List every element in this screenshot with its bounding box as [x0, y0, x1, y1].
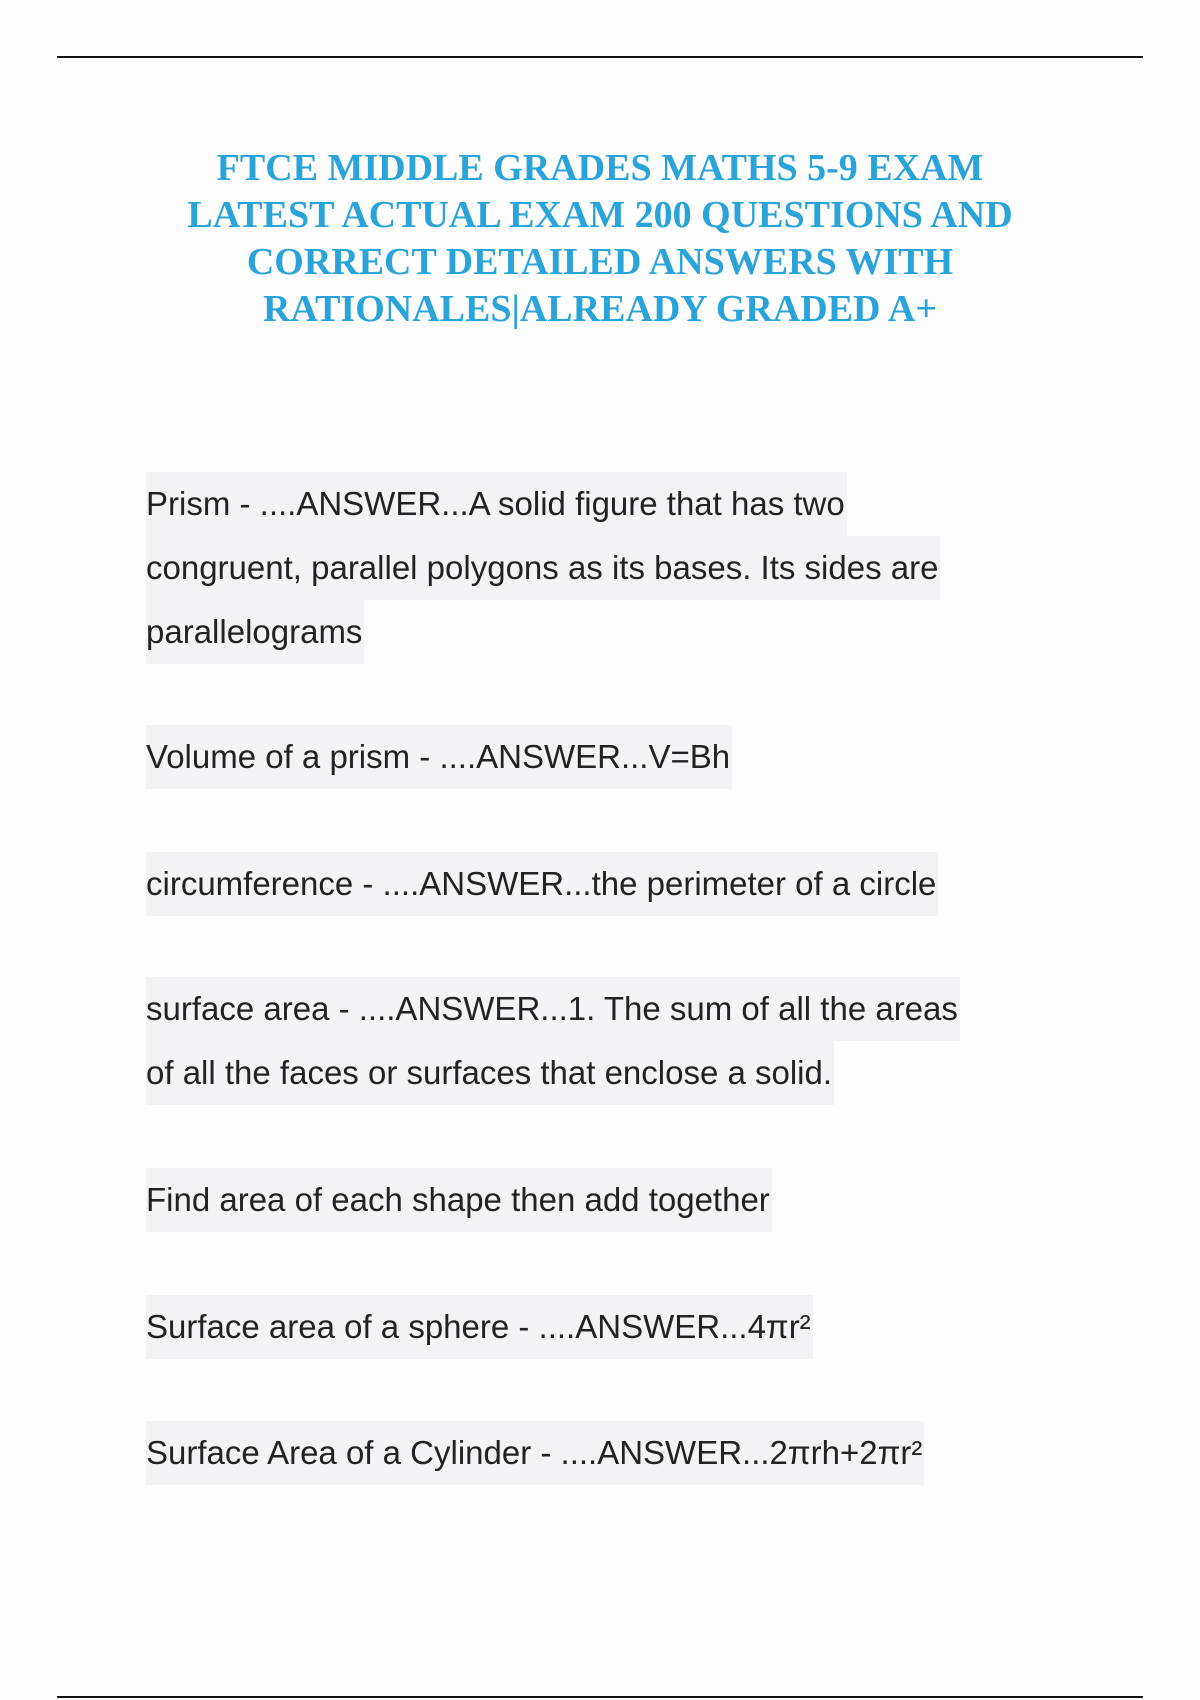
entry-line: circumference - ....ANSWER...the perimeter of a circle [146, 852, 938, 916]
entry-surface-area [146, 977, 1046, 1105]
entry-line: Volume of a prism - ....ANSWER...V=Bh [146, 725, 732, 789]
entry-circumference [146, 852, 1046, 916]
title-line: LATEST ACTUAL EXAM 200 QUESTIONS AND [187, 194, 1013, 236]
bottom-rule [57, 1696, 1143, 1698]
entry-line: Find area of each shape then add together [146, 1168, 772, 1232]
entry-line: Prism - ....ANSWER...A solid figure that has two [146, 472, 847, 536]
title-line: FTCE MIDDLE GRADES MATHS 5-9 EXAM [216, 147, 984, 189]
top-rule [57, 56, 1143, 58]
entry-volume-of-prism [146, 725, 1046, 789]
entry-surface-area-sphere [146, 1295, 1046, 1359]
entry-line: Surface Area of a Cylinder - ....ANSWER...2πrh+2πr² [146, 1421, 924, 1485]
entry-line: congruent, parallel polygons as its bases. Its sides are [146, 536, 940, 600]
entry-line: Surface area of a sphere - ....ANSWER...4πr² [146, 1295, 813, 1359]
entry-find-area [146, 1168, 1046, 1232]
document-title [100, 145, 1100, 333]
entry-line: of all the faces or surfaces that enclose a solid. [146, 1041, 834, 1105]
title-line: RATIONALES|ALREADY GRADED A+ [263, 288, 937, 330]
entry-prism [146, 472, 1046, 664]
entry-line: surface area - ....ANSWER...1. The sum of all the areas [146, 977, 960, 1041]
title-line: CORRECT DETAILED ANSWERS WITH [246, 241, 954, 283]
entry-line: parallelograms [146, 600, 364, 664]
entry-surface-area-cylinder [146, 1421, 1046, 1485]
